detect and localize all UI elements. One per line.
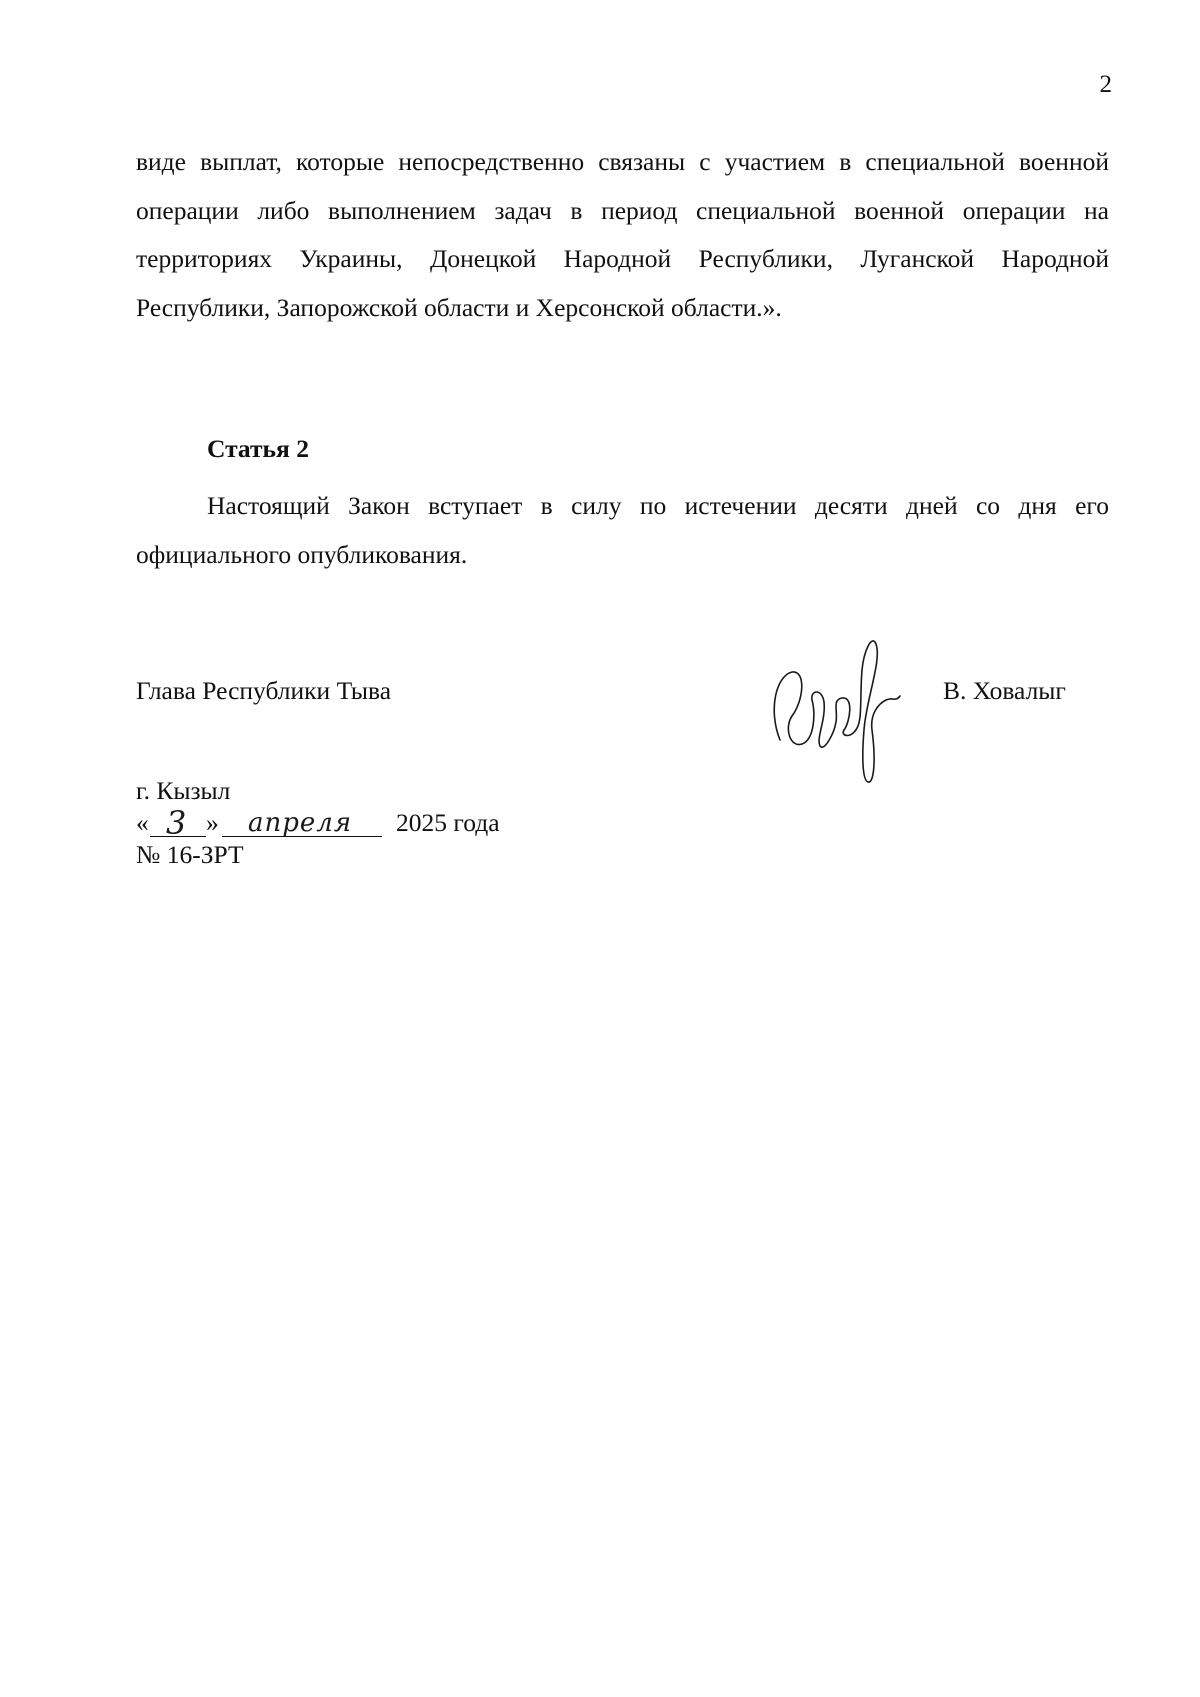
signer-title: Глава Республики Тыва: [136, 676, 392, 705]
article-text: Настоящий Закон вступает в силу по истечении десяти дней со дня его официального опубликования.: [136, 491, 1109, 569]
date-year: 2025 года: [396, 808, 500, 837]
article-paragraph: [136, 482, 1109, 579]
article-heading: Статья 2: [207, 434, 309, 463]
place-of-signing: г. Кызыл: [136, 776, 231, 805]
date-month: апреля: [248, 808, 353, 838]
date-open-quote: «: [136, 808, 149, 837]
page-number: 2: [1099, 71, 1112, 98]
signer-name: В. Ховалыг: [943, 676, 1066, 705]
date-day: 3: [166, 804, 188, 842]
continuation-text: виде выплат, которые непосредственно связаны с участием в специальной военной операции либо выполнением задач в период специальной военной операции на территориях Украины, Донецкой Народной Республики, Луганской Народной Республики, Запорожской области и Херсонской области.».: [136, 147, 1109, 322]
signing-date: [136, 804, 556, 842]
handwritten-signature: [762, 630, 912, 790]
continuation-paragraph: [136, 138, 1109, 332]
date-close-quote: »: [206, 808, 219, 837]
law-number: № 16-ЗРТ: [136, 840, 244, 869]
